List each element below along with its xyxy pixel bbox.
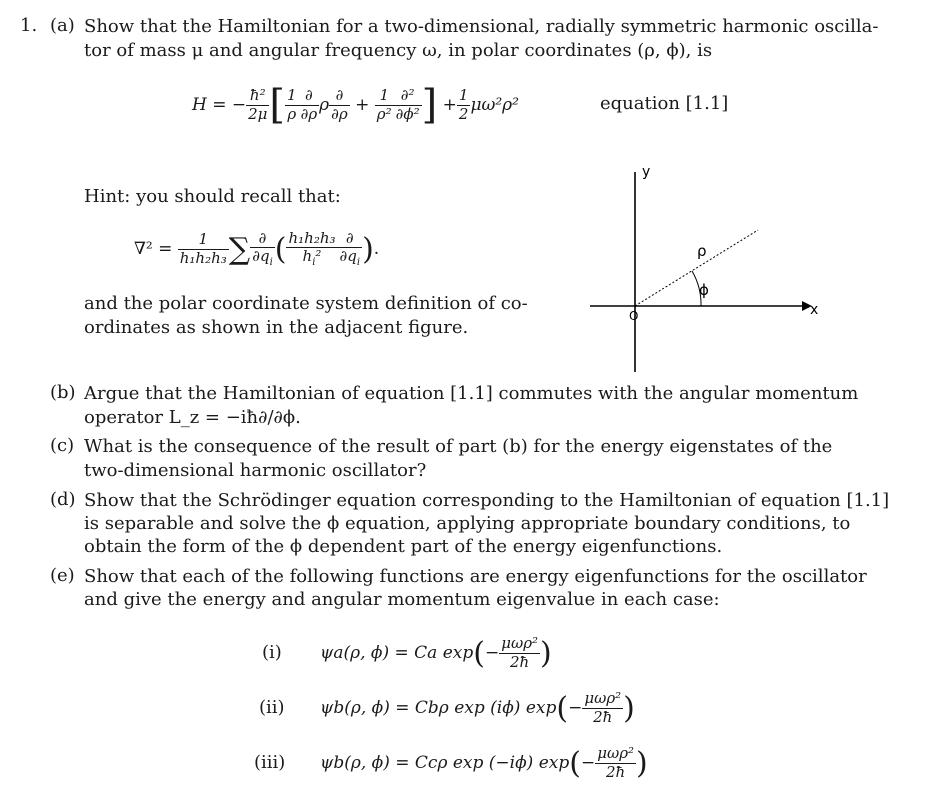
hamiltonian-equation: H = − $\frac{\text{ħ²}}{2\mu}$ [ $\frac{1}{\rho}$ $\frac{\partial}{\partial\rho}$ ρ $\frac{\partial}{\partial\rho}$ + $\frac{1}{\text{ρ²}}$ $\frac{\text{∂²}}{\text{∂ϕ²}}$ ] + $\frac{1}{2}$ μω²ρ² bbox=[192, 82, 519, 128]
part-d-line-2: is separable and solve the ϕ equation, applying appropriate boundary conditions, to bbox=[84, 513, 851, 534]
part-e-line-2: and give the energy and angular momentum eigenvalue in each case: bbox=[84, 589, 720, 610]
equation-tag: equation [1.1] bbox=[600, 93, 729, 114]
part-c-line-2: two-dimensional harmonic oscillator? bbox=[84, 460, 427, 481]
hint-after-line-1: and the polar coordinate system definition of co- bbox=[84, 293, 528, 314]
part-c-label: (c) bbox=[50, 435, 75, 456]
part-d-line-1: Show that the Schrödinger equation corresponding to the Hamiltonian of equation [1.1] bbox=[84, 490, 890, 511]
eigenfunction-iii: ψb(ρ, ϕ) = Ccρ exp (−iϕ) exp ( − $\frac{\text{μωρ²}}{2ħ}$ ) bbox=[320, 744, 648, 781]
eigenfunction-label-iii: (iii) bbox=[254, 752, 286, 773]
eigenfunction-ii-lhs: ψb(ρ, ϕ) = Cbρ exp (iϕ) exp bbox=[320, 698, 557, 718]
part-d-line-3: obtain the form of the ϕ dependent part of the energy eigenfunctions. bbox=[84, 536, 723, 557]
part-b-label: (b) bbox=[50, 382, 76, 403]
x-axis-label: x bbox=[810, 302, 819, 318]
polar-coordinate-figure bbox=[580, 160, 830, 375]
laplacian-equation: ∇² = $\frac{1}{\text{h₁h₂h₃}}$ ∑ $\frac{\partial}{\partial q_i}$ ( $\frac{\text{h₁h₂h₃}}{h_i^2}$ $\frac{\partial}{\partial q_i}$ ) . bbox=[134, 228, 380, 268]
eigenfunction-iii-lhs: ψb(ρ, ϕ) = Ccρ exp (−iϕ) exp bbox=[320, 753, 570, 773]
part-e-line-1: Show that each of the following functions are energy eigenfunctions for the oscillator bbox=[84, 566, 867, 587]
part-a-line-1: Show that the Hamiltonian for a two-dimensional, radially symmetric harmonic oscilla- bbox=[84, 16, 879, 37]
hint-after-line-2: ordinates as shown in the adjacent figure. bbox=[84, 317, 469, 338]
part-e-label: (e) bbox=[50, 565, 75, 586]
eigenfunction-i: ψa(ρ, ϕ) = Ca exp ( − $\frac{\text{μωρ²}}{2ħ}$ ) bbox=[320, 634, 552, 671]
part-a-line-2: tor of mass μ and angular frequency ω, in polar coordinates (ρ, ϕ), is bbox=[84, 40, 713, 61]
rho-label: ρ bbox=[697, 242, 707, 260]
question-number: 1. bbox=[20, 15, 38, 36]
part-a-label: (a) bbox=[50, 15, 75, 36]
eigenfunction-ii: ψb(ρ, ϕ) = Cbρ exp (iϕ) exp ( − $\frac{\text{μωρ²}}{2ħ}$ ) bbox=[320, 689, 635, 726]
hint-title: Hint: you should recall that: bbox=[84, 186, 341, 207]
eigenfunction-i-lhs: ψa(ρ, ϕ) = Ca exp bbox=[320, 643, 474, 663]
part-b-line-1: Argue that the Hamiltonian of equation [1.1] commutes with the angular momentum bbox=[84, 383, 859, 404]
part-c-line-1: What is the consequence of the result of part (b) for the energy eigenstates of the bbox=[84, 436, 833, 457]
origin-label: O bbox=[629, 309, 639, 323]
part-b-line-2: operator L_z = −iħ∂/∂ϕ. bbox=[84, 407, 301, 428]
y-axis-label: y bbox=[642, 164, 651, 180]
phi-label: ϕ bbox=[699, 281, 709, 299]
part-d-label: (d) bbox=[50, 489, 76, 510]
eigenfunction-label-i: (i) bbox=[262, 642, 282, 663]
eigenfunction-label-ii: (ii) bbox=[259, 697, 285, 718]
